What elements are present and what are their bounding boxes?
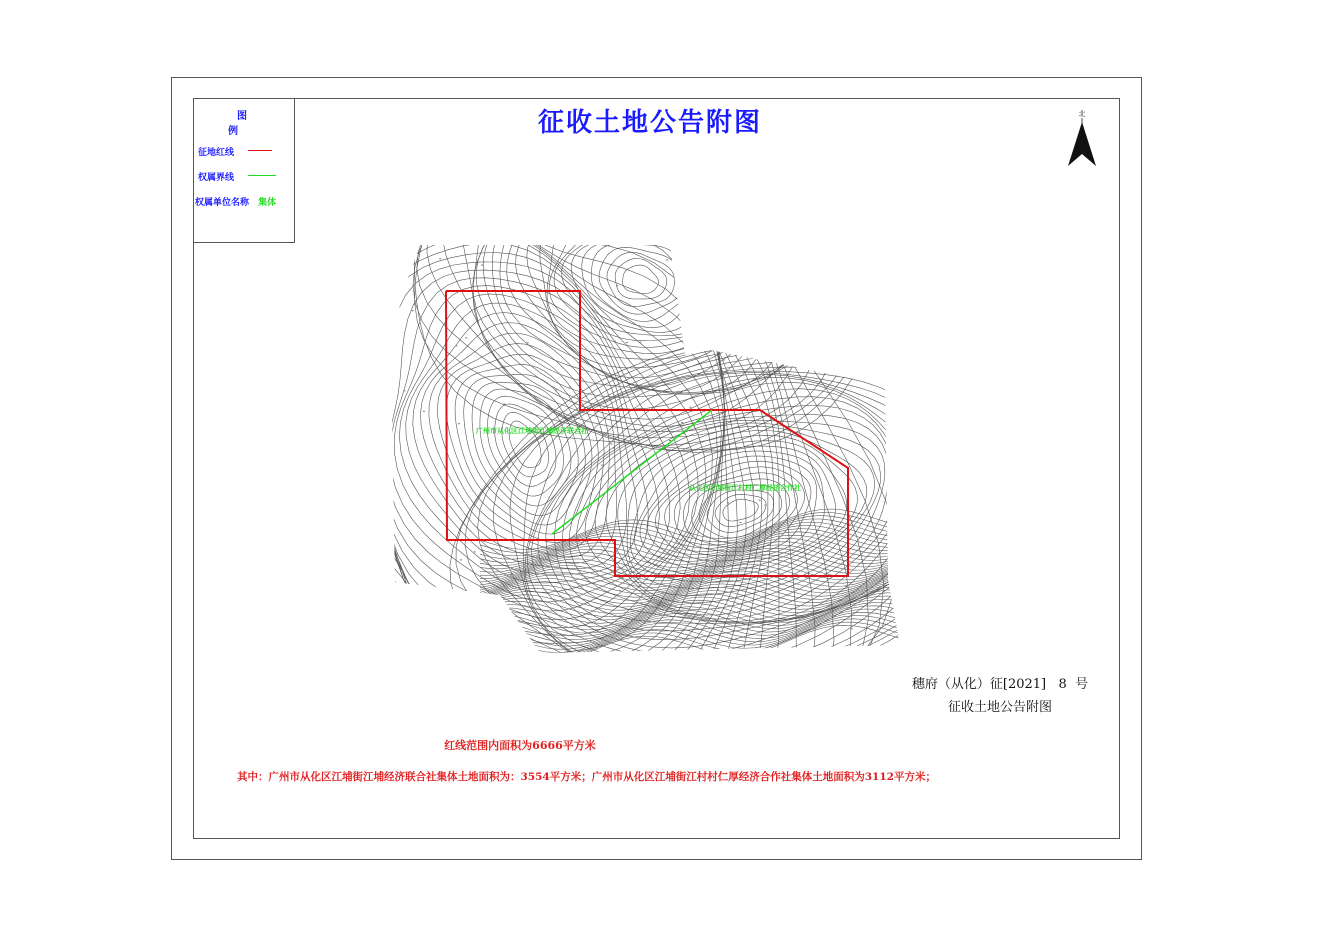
legend-row-green-line (198, 170, 234, 183)
contour-line (480, 512, 910, 552)
legend-row-owner-name (195, 195, 276, 208)
elevation-mark (739, 522, 741, 523)
contour-line (492, 240, 781, 395)
elevation-mark (851, 628, 853, 629)
elevation-mark (723, 312, 725, 313)
contour-line (540, 240, 753, 359)
elevation-mark (859, 324, 861, 325)
contour-line (577, 406, 895, 620)
legend-swatch-red-line (248, 150, 272, 151)
contour-line (380, 240, 796, 660)
elevation-mark (616, 421, 618, 422)
contour-line (607, 252, 675, 306)
elevation-mark (537, 555, 539, 556)
contour-line (591, 244, 690, 322)
elevation-mark (438, 611, 440, 612)
contour-lines (380, 240, 910, 660)
elevation-mark (443, 636, 445, 637)
elevation-mark (616, 285, 618, 286)
elevation-mark (716, 280, 718, 281)
contour-line (380, 253, 698, 628)
elevation-mark (859, 377, 861, 378)
contour-line (480, 603, 910, 643)
elevation-mark (845, 586, 847, 587)
contour-line (480, 573, 910, 613)
elevation-mark (669, 440, 671, 441)
elevation-mark (474, 551, 476, 552)
elevation-mark (569, 387, 571, 388)
contour-line (380, 240, 725, 660)
elevation-mark (482, 634, 484, 635)
elevation-mark (729, 538, 731, 539)
legend-label-green-line: 权属界线 (198, 173, 235, 183)
legend-label-owner-name: 权属单位名称 (195, 198, 250, 208)
contour-line (707, 490, 774, 532)
contour-map (380, 240, 910, 660)
elevation-mark (639, 342, 641, 343)
legend-swatch-green-line (248, 175, 276, 176)
elevation-mark (503, 404, 505, 405)
elevation-mark (458, 423, 460, 424)
area-total: 红线范围内面积为6666平方米 (444, 739, 596, 752)
contour-line (380, 240, 851, 660)
elevation-mark (717, 589, 719, 590)
elevation-mark (530, 549, 532, 550)
elevation-mark (727, 502, 729, 503)
contour-line (476, 240, 800, 397)
elevation-mark (723, 360, 725, 361)
legend-row-red-line (198, 145, 234, 158)
legend-heading: 图 例 (228, 111, 269, 137)
page-title: 征收土地公告附图 (537, 108, 762, 138)
elevation-mark (481, 265, 483, 266)
elevation-mark (423, 411, 425, 412)
contour-line (380, 240, 728, 660)
elevation-mark (689, 407, 691, 408)
elevation-mark (663, 379, 665, 380)
legend-sample-owner-name: 集体 (258, 198, 277, 208)
contour-line (413, 313, 627, 569)
elevation-mark (528, 623, 530, 624)
elevation-mark (614, 341, 616, 342)
parcel-owner-label-1: 广州市从化区江埔街江埔经济联合社 (476, 427, 588, 435)
elevation-mark (555, 389, 557, 390)
area-detail: 其中：广州市从化区江埔街江埔经济联合社集体土地面积为：3554平方米；广州市从化区江埔街江村村仁厚经济合作社集体土地面积为3112平方米； (237, 771, 936, 783)
elevation-mark (460, 559, 462, 560)
elevation-mark (805, 307, 807, 308)
north-label: 北 (1078, 110, 1086, 118)
elevation-mark (611, 577, 613, 578)
elevation-mark (764, 505, 766, 506)
elevation-mark (681, 422, 683, 423)
document-subtitle: 征收土地公告附图 (947, 700, 1052, 715)
elevation-mark (485, 270, 487, 271)
elevation-mark (403, 390, 405, 391)
elevation-mark (626, 342, 628, 343)
contour-line (380, 240, 746, 660)
elevation-mark (515, 595, 517, 596)
elevation-mark (658, 574, 660, 575)
contour-line (507, 240, 765, 386)
elevation-mark (613, 448, 615, 449)
elevation-mark (455, 345, 457, 346)
elevation-mark (830, 353, 832, 354)
parcel-owner-label-2: 从化区江埔街江村村仁厚经济合作社 (689, 484, 801, 492)
contour-line (527, 371, 910, 655)
elevation-mark (610, 443, 612, 444)
contour-line (623, 265, 659, 294)
elevation-mark (601, 465, 603, 466)
elevation-mark (666, 259, 668, 260)
contour-line (480, 625, 910, 660)
contour-line (415, 240, 868, 452)
elevation-mark (438, 593, 440, 594)
north-arrow-icon (1066, 108, 1098, 170)
elevation-mark (527, 342, 529, 343)
contour-line (547, 240, 744, 354)
legend-box (193, 98, 295, 243)
elevation-mark (465, 337, 467, 338)
elevation-mark (412, 310, 414, 311)
document-number: 穗府（从化）征[2021] 8 号 (911, 677, 1089, 692)
elevation-mark (510, 574, 512, 575)
contour-line (562, 240, 709, 336)
contour-line (380, 240, 725, 660)
elevation-mark (759, 500, 761, 501)
elevation-mark (439, 258, 441, 259)
elevation-mark (812, 628, 814, 629)
contour-line (480, 596, 910, 636)
elevation-mark (757, 301, 759, 302)
legend-label-red-line: 征地红线 (198, 148, 235, 158)
elevation-mark (619, 590, 621, 591)
